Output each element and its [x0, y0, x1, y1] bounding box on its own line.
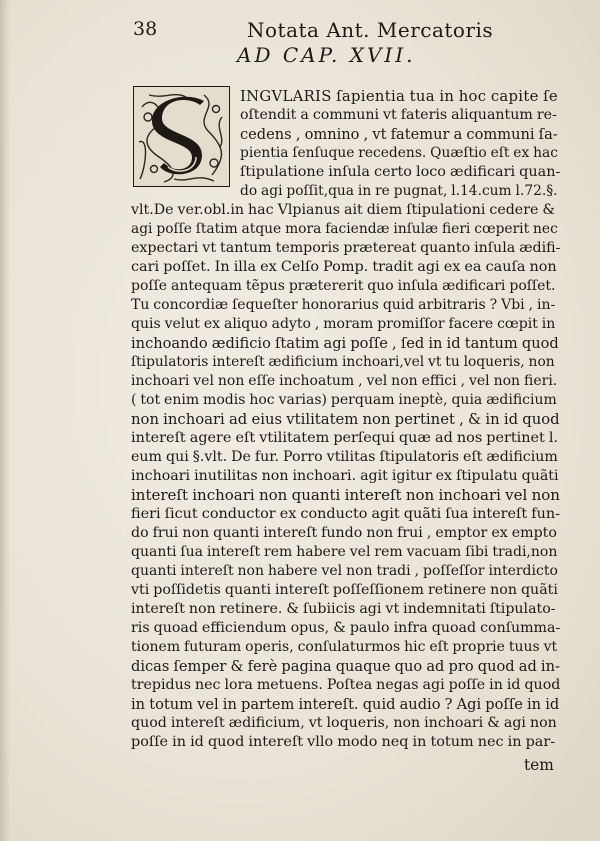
text-line: ris quoad efficiendum opus, & paulo infra quoad conſumma- [131, 620, 561, 636]
page-number: 38 [133, 18, 158, 40]
text-line: expectari vt tantum temporis prætereat quanto inſula ædifi- [131, 240, 561, 256]
text-line: oſtendit a communi vt fateris aliquantum re- [240, 107, 557, 123]
text-line: ſtipulatione inſula certo loco ædificari quan- [240, 164, 561, 180]
catchword: tem [524, 756, 554, 774]
text-line: fieri ſicut conductor ex conducto agit quãti ſua intereſt fun- [131, 506, 560, 522]
text-line: poſſe antequam tẽpus prætererit quo inſula ædificari poſſet. [131, 278, 556, 294]
text-line: ſtipulatoris intereſt ædificium inchoari,vel vt tu loqueris, non [131, 354, 555, 370]
text-line: cedens , omnino , vt fatemur a communi ſa- [240, 126, 558, 143]
text-line: trepidus nec lora metuens. Poſtea negas agi poſſe in id quod [131, 677, 561, 693]
text-line: quod intereſt ædificium, vt loqueris, non inchoari & agi non [131, 715, 557, 731]
text-line: pientia ſenſuque recedens. Quæſtio eſt ex hac [240, 145, 558, 161]
text-line: do agi poſſit,qua in re pugnat, l.14.cum l.72.§. [240, 183, 558, 199]
chapter-heading: AD CAP. XVII. [237, 43, 416, 67]
running-head: Notata Ant. Mercatoris [247, 18, 494, 42]
text-line: tionem futuram operis, conſulaturmos hic eſt proprie tuus vt [131, 639, 558, 655]
text-line: INGVLARIS ſapientia tua in hoc capite ſe [240, 88, 558, 105]
text-line: agi poſſe ſtatim atque mora faciendæ inſulæ fieri cœperit nec [131, 221, 558, 237]
text-line: quanti intereſt non habere vel non tradi , poſſeſſor interdicto [131, 563, 558, 579]
text-line: quanti ſua intereſt rem habere vel rem vacuam ſibi tradi,non [131, 544, 558, 560]
text-line: inchoari inutilitas non inchoari. agit igitur ex ſtipulatu quãti [131, 468, 559, 484]
text-line: eum qui §.vlt. De fur. Porro vtilitas ſtipulatoris eſt ædificium [131, 449, 558, 465]
text-line: dicas ſemper & ferè pagina quaque quo ad pro quod ad in- [131, 658, 560, 675]
text-line: inchoando ædificio ſtatim agi poſſe , ſed in id tantum quod [131, 335, 559, 352]
text-line: in totum vel in partem intereſt. quid audio ? Agi poſſe in id [131, 696, 560, 713]
text-line: do frui non quanti intereſt fundo non frui , emptor ex empto [131, 525, 557, 541]
text-line: intereſt non retinere. & ſubiicis agi vt indemnitati ſtipulato- [131, 601, 556, 617]
text-line: intereſt agere eſt vtilitatem perſequi quæ ad nos pertinet l. [131, 430, 559, 446]
text-line: ( tot enim modis hoc varias) perquam ineptè, quia ædificium [131, 392, 557, 408]
text-line: Tu concordiæ ſequeſter honorarius quid arbitraris ? Vbi , in- [131, 297, 556, 313]
text-line: intereſt inchoari non quanti intereſt non inchoari vel non [131, 486, 560, 504]
text-line: poſſe in id quod intereſt vllo modo neq in totum nec in par- [131, 734, 556, 750]
text-line: non inchoari ad eius vtilitatem non pertinet , & in id quod [131, 411, 560, 428]
text-line: vlt.De ver.obl.in hac Vlpianus ait diem ſtipulationi cedere & [131, 202, 556, 218]
text-line: quis velut ex aliquo adyto , moram promiſſor facere cœpit in [131, 316, 556, 332]
text-line: vti poſſidetis quanti intereſt poſſeſſionem retinere non quãti [131, 582, 558, 598]
text-line: inchoari vel non eſſe inchoatum , vel non effici , vel non fieri. [131, 373, 558, 389]
text-line: cari poſſet. In illa ex Celſo Pomp. tradit agi ex ea cauſa non [131, 259, 557, 275]
